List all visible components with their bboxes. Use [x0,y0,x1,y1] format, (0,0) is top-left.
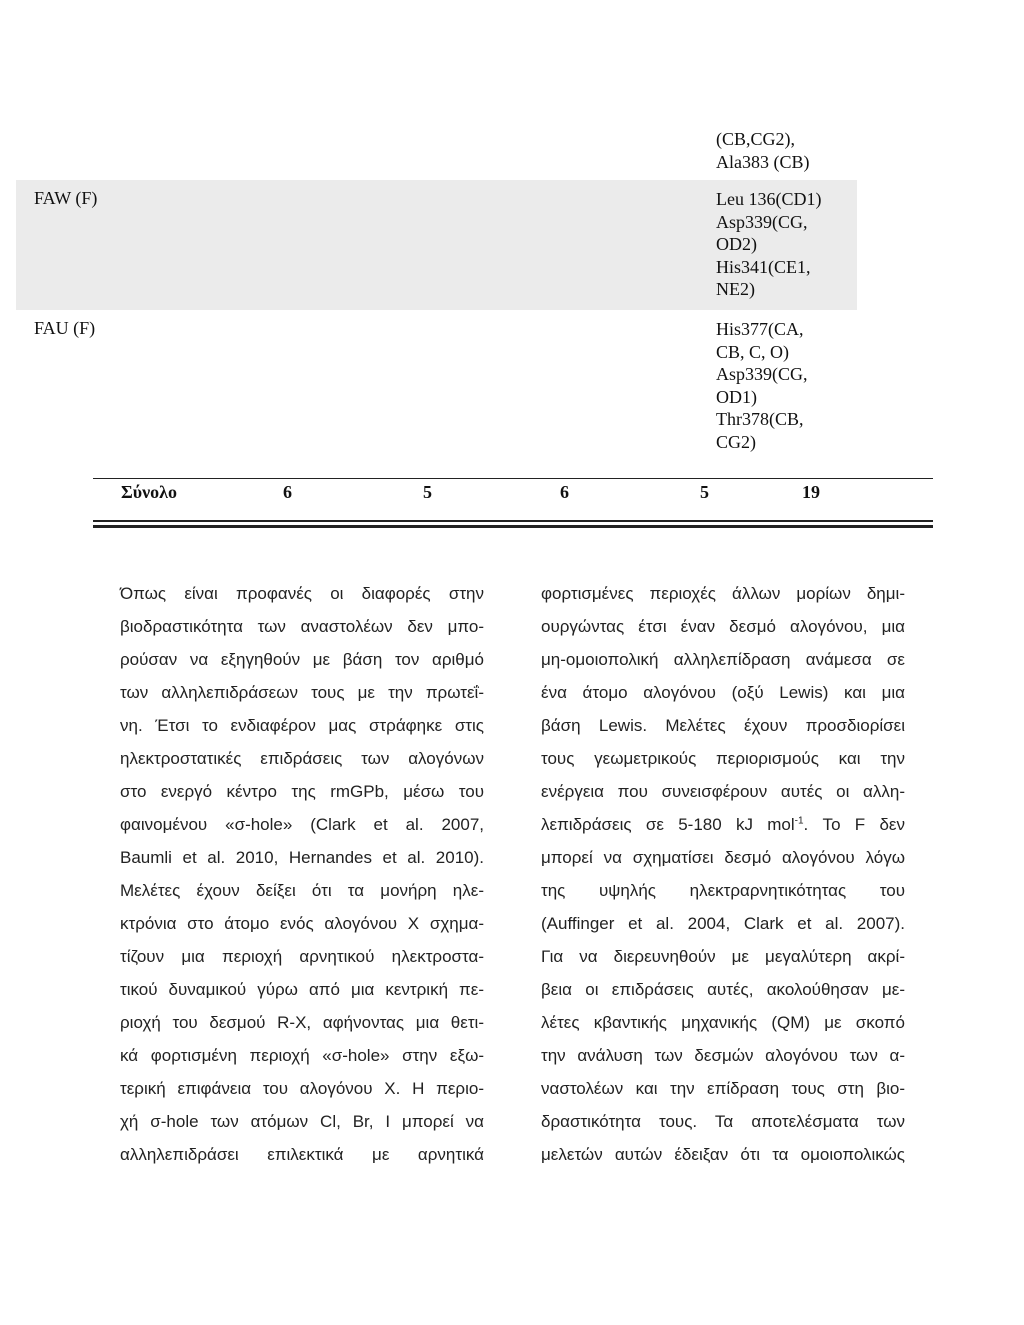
text-line: Για να διερευνηθούν με μεγαλύτερη ακρί- [541,947,905,966]
text-line: ουργώντας έτσι έναν δεσμό αλογόνου, μια [541,617,905,636]
text-line: ναστολέων και την επίδραση τους στη βιο- [541,1079,905,1098]
text-line-with-superscript [541,808,905,841]
text-line: φορτισμένες περιοχές άλλων μορίων δημι- [541,584,905,603]
text-line: κά φορτισμένη περιοχή «σ-hole» στην εξω- [120,1046,484,1065]
cell-line: CG2) [716,431,756,452]
superscript: -1 [794,815,804,827]
total-value: 6 [283,482,292,502]
text-line: μη-ομοιοπολική αλληλεπίδραση ανάμεσα σε [541,650,905,669]
text-line: βάση Lewis. Μελέτες έχουν προσδιορίσει [541,716,905,735]
text-line: Baumli et al. 2010, Hernandes et al. 2010). [120,848,484,867]
table-bottom-rule [93,525,933,528]
total-value: 5 [423,482,432,502]
cell-line: CB, C, O) [716,341,790,362]
text-line: τικού δυναμικού γύρω από μια κεντρική πε- [120,980,484,999]
table-row-label: FAU (F) [34,318,96,338]
text-line: νη. Έτσι το ενδιαφέρον μας στράφηκε στις [120,716,484,735]
text-line: Όπως είναι προφανές οι διαφορές στην [120,584,484,603]
body-column-right [541,577,905,1171]
text-line: τους γεωμετρικούς περιορισμούς και την [541,749,905,768]
total-value: 5 [700,482,709,502]
text-line: Μελέτες έχουν δείξει ότι τα μονήρη ηλε- [120,881,484,900]
text-line: την ανάλυση των δεσμών αλογόνου των α- [541,1046,905,1065]
cell-line: Asp339(CG, [716,211,808,232]
total-value: 6 [560,482,569,502]
text-line: των αλληλεπιδράσεων τους με την πρωτεΐ- [120,683,484,702]
text-line: λέτες κβαντικής μηχανικής (QM) με σκοπό [541,1013,905,1032]
text-line: χή σ-hole των ατόμων Cl, Br, I μπορεί να [120,1112,484,1131]
text-line: τίζουν μια περιοχή αρνητικού ηλεκτροστα- [120,947,484,966]
cell-line: Leu 136(CD1) [716,189,822,209]
text-line: αλληλεπιδράσει επιλεκτικά με αρνητικά [120,1145,484,1164]
cell-line: Asp339(CG, [716,364,808,384]
cell-line: His341(CE1, [716,256,811,277]
table-row-fau [16,310,857,468]
text-line: ενέργεια που συνεισφέρουν αυτές οι αλλη- [541,782,905,801]
cell-line: (CB,CG2), [716,129,796,149]
total-value: 19 [802,482,820,502]
text-line: ηλεκτροστατικές επιδράσεις των αλογόνων [120,749,484,768]
cell-line: Thr378(CB, [716,409,804,429]
table-cell-contacts [716,128,810,173]
cell-line: NE2) [716,279,755,299]
text-line: μπορεί να σχηματίσει δεσμό αλογόνου λόγω [541,848,905,867]
table-row-label: FAW (F) [34,188,98,208]
text-line: ένα άτομο αλογόνου (οξύ Lewis) και μια [541,683,905,702]
table-cell-contacts [716,188,821,301]
table-rule [93,478,933,479]
cell-line: OD2) [716,234,757,254]
text-fragment: λεπιδράσεις σε 5-180 kJ mol [541,815,795,834]
table-total-row [93,480,933,510]
text-fragment: . Το F δεν [803,815,905,834]
table-bottom-rule [93,520,933,522]
cell-line: Ala383 (CB) [716,151,810,172]
cell-line: OD1) [716,386,757,407]
total-label: Σύνολο [121,482,177,502]
text-line: κτρόνια στο άτομο ενός αλογόνου Χ σχημα- [120,914,484,933]
body-column-left [120,577,484,1171]
cell-line: His377(CA, [716,319,804,339]
text-line: στο ενεργό κέντρο της rmGPb, μέσω του [120,782,484,801]
text-line: δραστικότητα τους. Τα αποτελέσματα των [541,1112,905,1131]
text-line: βιοδραστικότητα των αναστολέων δεν μπο- [120,617,484,636]
table-cell-contacts [716,318,808,453]
text-line: μελετών αυτών έδειξαν ότι τα ομοιοπολικώς [541,1145,905,1164]
text-line: της υψηλής ηλεκτραρνητικότητας του [541,881,905,900]
text-line: (Auffinger et al. 2004, Clark et al. 2007). [541,914,905,933]
table-row-continued [16,128,857,178]
text-line: ριοχή του δεσμού R-X, αφήνοντας μια θετι- [120,1013,484,1032]
text-line: ρούσαν να εξηγηθούν με βάση τον αριθμό [120,650,484,669]
table-row-faw [16,180,857,310]
text-line: τερική επιφάνεια του αλογόνου Χ. Η περιο- [120,1079,484,1098]
text-line: φαινομένου «σ-hole» (Clark et al. 2007, [120,815,484,834]
text-line: βεια οι επιδράσεις αυτές, ακολούθησαν με- [541,980,905,999]
